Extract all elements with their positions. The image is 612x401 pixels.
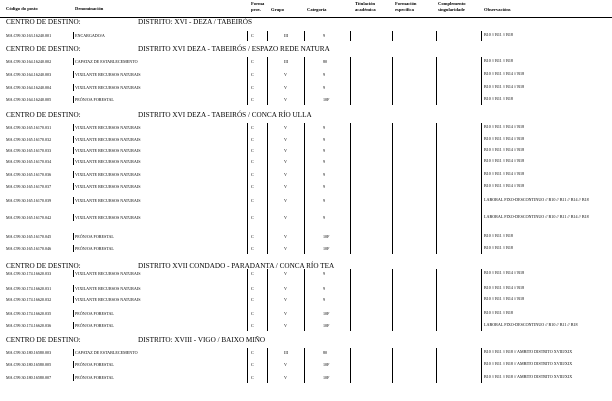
- row-codigo: MA.C99.30.165.16170.046: [6, 246, 52, 251]
- row-grupo: V: [284, 297, 287, 302]
- row-forma: C: [251, 286, 254, 291]
- row-codigo: MA.C99.30.174.16620.036: [6, 323, 52, 328]
- row-grupo: V: [284, 271, 287, 276]
- column-rule: [350, 31, 351, 41]
- section-name: DISTRITO XVI DEZA - TABEIRÓS / CONCA RÍO ULLA: [138, 111, 312, 119]
- row-forma: C: [251, 97, 254, 102]
- column-rule: [392, 269, 393, 331]
- section-label: CENTRO DE DESTINO:: [6, 111, 81, 119]
- column-rule: [436, 348, 437, 383]
- section-name: DISTRITO: XVI - DEZA / TABEIRÓS: [138, 18, 252, 26]
- row-observaciones: B10 // B11 // B14 // B18: [484, 183, 525, 188]
- row-forma: C: [251, 297, 254, 302]
- row-observaciones: B10 // B11 // B18: [484, 58, 513, 63]
- row-denominacion: PEÓN/OA FORESTAL: [75, 323, 114, 328]
- row-grupo: V: [284, 97, 287, 102]
- row-forma: C: [251, 350, 254, 355]
- column-rule: [350, 348, 351, 383]
- row-codigo: MA.C99.30.165.16170.034: [6, 159, 52, 164]
- section-name: DISTRITO XVII CONDADO - PARADANTA / CONCA RÍO TEA: [138, 262, 335, 270]
- column-rule: [304, 269, 305, 331]
- column-rule: [350, 269, 351, 331]
- row-categoria: 9: [323, 125, 326, 130]
- row-observaciones: B10 // B11 // B14 // B18: [484, 124, 525, 129]
- row-categoria: 10F: [323, 246, 330, 251]
- row-grupo: V: [284, 72, 287, 77]
- column-rule: [247, 269, 248, 331]
- row-codigo: MA.C99.30.165.16170.045: [6, 234, 52, 239]
- row-categoria: 9: [323, 198, 326, 203]
- row-observaciones: LABORAL FIXO-DESCONTINUO // B10 // B11 // B14 // B18: [484, 214, 589, 219]
- row-observaciones: B10 // B11 // B14 // B18: [484, 136, 525, 141]
- row-categoria: 10F: [323, 234, 330, 239]
- row-categoria: 9: [323, 271, 326, 276]
- section-label: CENTRO DE DESTINO:: [6, 45, 81, 53]
- row-observaciones: B10 // B11 // B18: [484, 310, 513, 315]
- row-codigo: MA.C99.30.180.16580.005: [6, 362, 52, 367]
- row-categoria: 10F: [323, 311, 330, 316]
- row-categoria: 80: [323, 59, 328, 64]
- row-observaciones: B10 // B11 // B18: [484, 233, 513, 238]
- row-forma: C: [251, 271, 254, 276]
- row-denominacion: VIXILANTE RECURSOS NATURAIS: [75, 137, 141, 142]
- row-categoria: 9: [323, 184, 326, 189]
- row-categoria: 9: [323, 72, 326, 77]
- row-observaciones: B10 // B11 // B14 // B18: [484, 158, 525, 163]
- row-forma: C: [251, 148, 254, 153]
- row-forma: C: [251, 85, 254, 90]
- column-rule: [304, 348, 305, 383]
- column-rule: [392, 57, 393, 105]
- row-forma: C: [251, 215, 254, 220]
- row-grupo: V: [284, 159, 287, 164]
- row-grupo: V: [284, 362, 287, 367]
- row-grupo: V: [284, 148, 287, 153]
- column-rule: [247, 348, 248, 383]
- row-denominacion: VIXILANTE RECURSOS NATURAIS: [75, 72, 141, 77]
- row-observaciones: B10 // B11 // B14 // B18: [484, 171, 525, 176]
- row-codigo: MA.C99.30.174.16620.035: [6, 311, 52, 316]
- row-grupo: V: [284, 125, 287, 130]
- column-rule: [392, 348, 393, 383]
- row-grupo: V: [284, 234, 287, 239]
- row-codigo: MA.C99.30.180.16580.003: [6, 350, 52, 355]
- row-grupo: V: [284, 172, 287, 177]
- column-rule: [267, 269, 268, 331]
- row-grupo: V: [284, 137, 287, 142]
- row-denominacion: PEÓN/OA FORESTAL: [75, 97, 114, 102]
- column-rule: [267, 57, 268, 105]
- row-categoria: 9: [323, 172, 326, 177]
- row-forma: C: [251, 246, 254, 251]
- row-grupo: III: [284, 33, 289, 38]
- row-codigo: MA.C99.30.174.16620.033: [6, 271, 52, 276]
- row-categoria: 9: [323, 297, 326, 302]
- column-rule: [267, 31, 268, 41]
- row-grupo: V: [284, 198, 287, 203]
- row-categoria: 9: [323, 286, 326, 291]
- row-grupo: V: [284, 184, 287, 189]
- row-denominacion: VIXILANTE RECURSOS NATURAIS: [75, 271, 141, 276]
- row-denominacion: CAPATAZ DE ESTABLECEMENTO: [75, 350, 138, 355]
- row-denominacion: VIXILANTE RECURSOS NATURAIS: [75, 159, 141, 164]
- row-observaciones: B10 // B11 // B14 // B18: [484, 296, 525, 301]
- col-header-observaciones: Observacións: [484, 7, 511, 12]
- row-forma: C: [251, 72, 254, 77]
- row-categoria: 10F: [323, 323, 330, 328]
- row-observaciones: B10 // B11 // B14 // B18: [484, 71, 525, 76]
- row-denominacion: VIXILANTE RECURSOS NATURAIS: [75, 215, 141, 220]
- row-forma: C: [251, 375, 254, 380]
- row-categoria: 10F: [323, 375, 330, 380]
- row-observaciones: B10 // B11 // B18: [484, 96, 513, 101]
- row-codigo: MA.C99.30.165.16170.036: [6, 172, 52, 177]
- row-categoria: 9: [323, 33, 326, 38]
- row-forma: C: [251, 184, 254, 189]
- row-denominacion: VIXILANTE RECURSOS NATURAIS: [75, 184, 141, 189]
- row-denominacion: ENCARGADO/A: [75, 33, 105, 38]
- row-categoria: 9: [323, 148, 326, 153]
- row-forma: C: [251, 311, 254, 316]
- section-label: CENTRO DE DESTINO:: [6, 336, 81, 344]
- section-label: CENTRO DE DESTINO:: [6, 18, 81, 26]
- column-rule: [304, 57, 305, 105]
- row-grupo: III: [284, 350, 289, 355]
- column-rule: [481, 348, 482, 383]
- column-rule: [436, 269, 437, 331]
- column-rule: [267, 348, 268, 383]
- column-rule: [436, 31, 437, 41]
- row-codigo: MA.C99.30.164.16240.004: [6, 85, 52, 90]
- column-rule: [481, 123, 482, 254]
- row-forma: C: [251, 234, 254, 239]
- row-codigo: MA.C99.30.180.16580.007: [6, 375, 52, 380]
- row-denominacion: VIXILANTE RECURSOS NATURAIS: [75, 125, 141, 130]
- row-codigo: MA.C99.30.174.16620.031: [6, 286, 52, 291]
- row-denominacion: PEÓN/OA FORESTAL: [75, 246, 114, 251]
- row-denominacion: VIXILANTE RECURSOS NATURAIS: [75, 148, 141, 153]
- col-header-formacion: Formación: [395, 1, 417, 6]
- col-header-denominacion: Denominación: [75, 6, 104, 11]
- section-name: DISTRITO: XVIII - VIGO / BAIXO MIÑO: [138, 336, 266, 344]
- column-rule: [304, 31, 305, 41]
- row-denominacion: PEÓN/OA FORESTAL: [75, 375, 114, 380]
- row-observaciones: LABORAL FIXO-DESCONTINUO // B10 // B11 // B18: [484, 322, 578, 327]
- column-rule: [481, 31, 482, 41]
- row-denominacion: PEÓN/OA FORESTAL: [75, 234, 114, 239]
- row-observaciones: B10 // B11 // B18 // AMBITO DISTRITO XVIII/XIX: [484, 349, 573, 354]
- row-observaciones: B10 // B11 // B14 // B18: [484, 147, 525, 152]
- row-observaciones: LABORAL FIXO-DESCONTINUO // B10 // B11 // B14 // B18: [484, 197, 589, 202]
- col-header-forma: Forma: [251, 1, 265, 6]
- col-header-grupo: Grupo: [271, 7, 285, 12]
- row-denominacion: VIXILANTE RECURSOS NATURAIS: [75, 198, 141, 203]
- col-header-singularidade: singularidade: [438, 7, 465, 12]
- row-codigo: MA.C99.30.164.16240.003: [6, 72, 52, 77]
- row-forma: C: [251, 137, 254, 142]
- row-categoria: 9: [323, 137, 326, 142]
- row-grupo: V: [284, 286, 287, 291]
- row-grupo: V: [284, 323, 287, 328]
- column-rule: [304, 123, 305, 254]
- row-denominacion: PEÓN/OA FORESTAL: [75, 362, 114, 367]
- row-observaciones: B10 // B11 // B18 // AMBITO DISTRITO XVIII/XIX: [484, 361, 573, 366]
- row-observaciones: B10 // B11 // B14 // B18: [484, 84, 525, 89]
- row-grupo: V: [284, 375, 287, 380]
- row-codigo: MA.C99.30.165.16170.032: [6, 137, 52, 142]
- row-observaciones: B10 // B11 // B18 // AMBITO DISTRITO XVIII/XIX: [484, 374, 573, 379]
- row-observaciones: B10 // B11 // B18: [484, 32, 513, 37]
- section-label: CENTRO DE DESTINO:: [6, 262, 81, 270]
- row-forma: C: [251, 362, 254, 367]
- row-denominacion: VIXILANTE RECURSOS NATURAIS: [75, 172, 141, 177]
- row-codigo: MA.C99.30.164.16240.005: [6, 97, 52, 102]
- row-codigo: MA.C99.30.165.16170.037: [6, 184, 52, 189]
- column-rule: [247, 57, 248, 105]
- row-grupo: V: [284, 311, 287, 316]
- col-header-categoria: Categoría: [307, 7, 327, 12]
- col-header-titulacion: Titulación: [355, 1, 376, 6]
- row-codigo: MA.C99.30.164.16240.002: [6, 59, 52, 64]
- row-categoria: 10F: [323, 97, 330, 102]
- column-rule: [247, 123, 248, 254]
- row-forma: C: [251, 172, 254, 177]
- row-forma: C: [251, 59, 254, 64]
- row-forma: C: [251, 198, 254, 203]
- row-codigo: MA.C99.30.163.16240.001: [6, 33, 52, 38]
- row-codigo: MA.C99.30.174.16620.032: [6, 297, 52, 302]
- row-codigo: MA.C99.30.165.16170.042: [6, 215, 52, 220]
- table-header: [0, 0, 612, 18]
- row-codigo: MA.C99.30.165.16170.031: [6, 125, 52, 130]
- column-rule: [350, 57, 351, 105]
- row-forma: C: [251, 323, 254, 328]
- col-header-prov: prov.: [251, 7, 261, 12]
- row-categoria: 9: [323, 85, 326, 90]
- row-observaciones: B10 // B11 // B14 // B18: [484, 285, 525, 290]
- column-rule: [392, 123, 393, 254]
- col-header-especifica: específica: [395, 7, 414, 12]
- row-denominacion: VIXILANTE RECURSOS NATURAIS: [75, 85, 141, 90]
- col-header-academica: académica: [355, 7, 376, 12]
- row-denominacion: VIXILANTE RECURSOS NATURAIS: [75, 297, 141, 302]
- column-rule: [267, 123, 268, 254]
- section-name: DISTRITO XVI DEZA - TABEIRÓS / ESPAZO REDE NATURA: [138, 45, 330, 53]
- column-rule: [247, 31, 248, 41]
- column-rule: [350, 123, 351, 254]
- row-codigo: MA.C99.30.165.16170.033: [6, 148, 52, 153]
- row-denominacion: CAPATAZ DE ESTABLECEMENTO: [75, 59, 138, 64]
- row-denominacion: VIXILANTE RECURSOS NATURAIS: [75, 286, 141, 291]
- row-grupo: V: [284, 85, 287, 90]
- col-header-complemento: Complemento: [438, 1, 466, 6]
- row-grupo: V: [284, 246, 287, 251]
- row-forma: C: [251, 33, 254, 38]
- row-forma: C: [251, 125, 254, 130]
- column-rule: [436, 57, 437, 105]
- row-observaciones: B10 // B11 // B18: [484, 245, 513, 250]
- column-rule: [481, 57, 482, 105]
- column-rule: [436, 123, 437, 254]
- row-grupo: III: [284, 59, 289, 64]
- col-header-codigo: Código do posto: [6, 6, 38, 11]
- row-categoria: 10F: [323, 362, 330, 367]
- row-denominacion: PEÓN/OA FORESTAL: [75, 311, 114, 316]
- row-grupo: V: [284, 215, 287, 220]
- row-categoria: 80: [323, 350, 328, 355]
- row-observaciones: B10 // B11 // B14 // B18: [484, 270, 525, 275]
- row-categoria: 9: [323, 159, 326, 164]
- row-forma: C: [251, 159, 254, 164]
- column-rule: [392, 31, 393, 41]
- row-codigo: MA.C99.30.165.16170.039: [6, 198, 52, 203]
- row-categoria: 9: [323, 215, 326, 220]
- column-rule: [481, 269, 482, 331]
